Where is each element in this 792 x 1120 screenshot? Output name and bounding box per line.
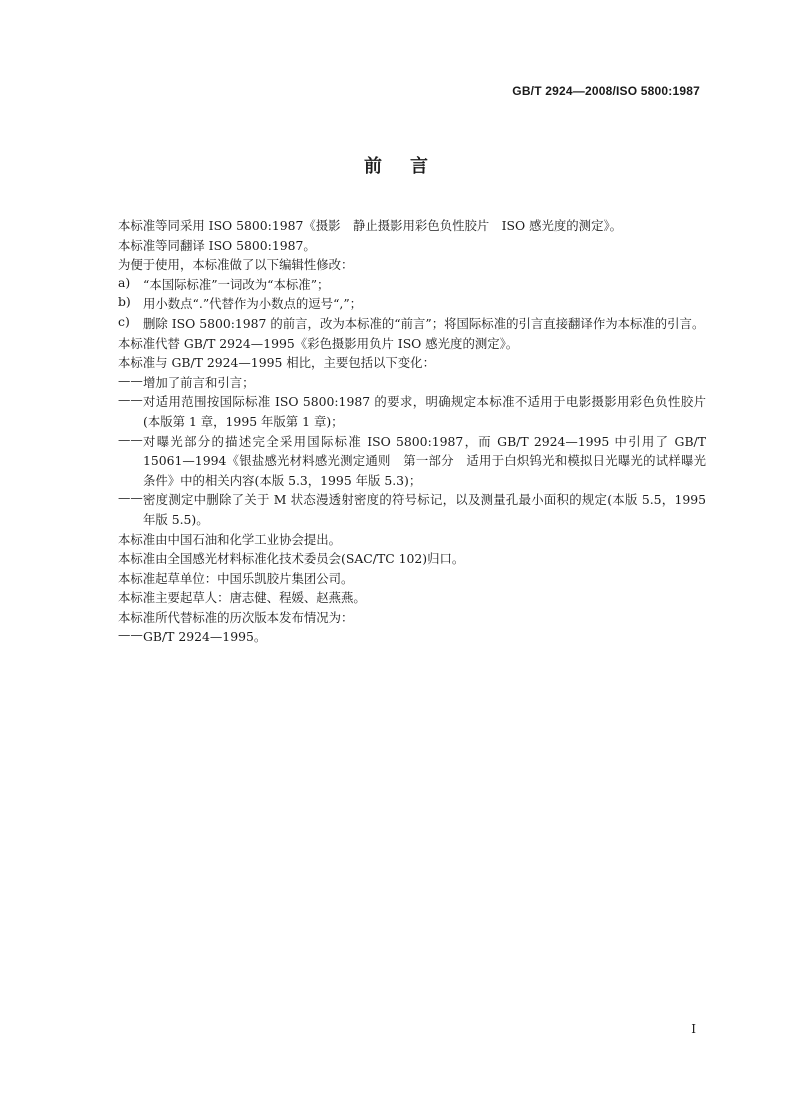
change-text: 增加了前言和引言； xyxy=(143,374,255,390)
dash-marker: —— xyxy=(118,372,143,388)
list-text: 用小数点“.”代替作为小数点的逗号“,”； xyxy=(143,296,363,312)
list-marker: c) xyxy=(118,313,130,329)
change-text: 密度测定中删除了关于 M 状态漫透射密度的符号标记，以及测量孔最小面积的规定(本版 5.5，1995 年版 5.5)。 xyxy=(143,492,706,527)
list-marker: a) xyxy=(118,274,131,290)
paragraph-history-intro: 本标准所代替标准的历次版本发布情况为： xyxy=(118,609,354,625)
history-text: GB/T 2924—1995。 xyxy=(143,629,267,645)
list-marker: b) xyxy=(118,294,131,310)
paragraph-translation: 本标准等同翻译 ISO 5800:1987。 xyxy=(118,237,316,253)
list-item xyxy=(118,490,706,529)
paragraph-adoption: 本标准等同采用 ISO 5800:1987《摄影 静止摄影用彩色负性胶片 ISO 感光度的测定》。 xyxy=(118,218,623,233)
dash-marker: —— xyxy=(118,431,143,447)
page-number: I xyxy=(691,1022,696,1036)
paragraph-drafting-unit: 本标准起草单位：中国乐凯胶片集团公司。 xyxy=(118,570,354,586)
list-item xyxy=(118,314,706,334)
list-text: 删除 ISO 5800:1987 的前言，改为本标准的“前言”；将国际标准的引言直接翻译作为本标准的引言。 xyxy=(143,315,705,331)
change-text: 对适用范围按国际标准 ISO 5800:1987 的要求，明确规定本标准不适用于电影摄影用彩色负性胶片(本版第 1 章，1995 年版第 1 章)； xyxy=(143,394,706,429)
dash-marker: —— xyxy=(118,627,143,643)
paragraph-drafters: 本标准主要起草人：唐志健、程媛、赵燕燕。 xyxy=(118,590,366,606)
paragraph-edits-intro: 为便于使用，本标准做了以下编辑性修改： xyxy=(118,257,354,273)
list-item xyxy=(118,627,706,647)
dash-marker: —— xyxy=(118,490,143,506)
paragraph-changes-intro: 本标准与 GB/T 2924—1995 相比，主要包括以下变化： xyxy=(118,355,435,371)
dash-marker: —— xyxy=(118,392,143,408)
paragraph-committee: 本标准由全国感光材料标准化技术委员会(SAC/TC 102)归口。 xyxy=(118,551,465,567)
paragraph-replaces: 本标准代替 GB/T 2924—1995《彩色摄影用负片 ISO 感光度的测定》。 xyxy=(118,335,519,351)
list-item xyxy=(118,432,706,491)
change-text: 对曝光部分的描述完全采用国际标准 ISO 5800:1987，而 GB/T 2924—1995 中引用了 GB/T 15061—1994《银盐感光材料感光测定通则 第一部分 适用于白炽钨光和模拟日光曝光的试样曝光条件》中的相关内容(本版 5.3，1995 年版 5.3)； xyxy=(143,433,706,488)
list-item xyxy=(118,294,706,314)
paragraph-proposer: 本标准由中国石油和化学工业协会提出。 xyxy=(118,531,342,547)
list-item xyxy=(118,392,706,431)
list-item xyxy=(118,373,706,393)
foreword-body xyxy=(118,216,706,647)
list-item xyxy=(118,275,706,295)
page-title: 前言 xyxy=(364,156,456,177)
list-text: “本国际标准”一词改为“本标准”； xyxy=(143,276,330,292)
standard-code-header: GB/T 2924—2008/ISO 5800:1987 xyxy=(512,84,700,98)
